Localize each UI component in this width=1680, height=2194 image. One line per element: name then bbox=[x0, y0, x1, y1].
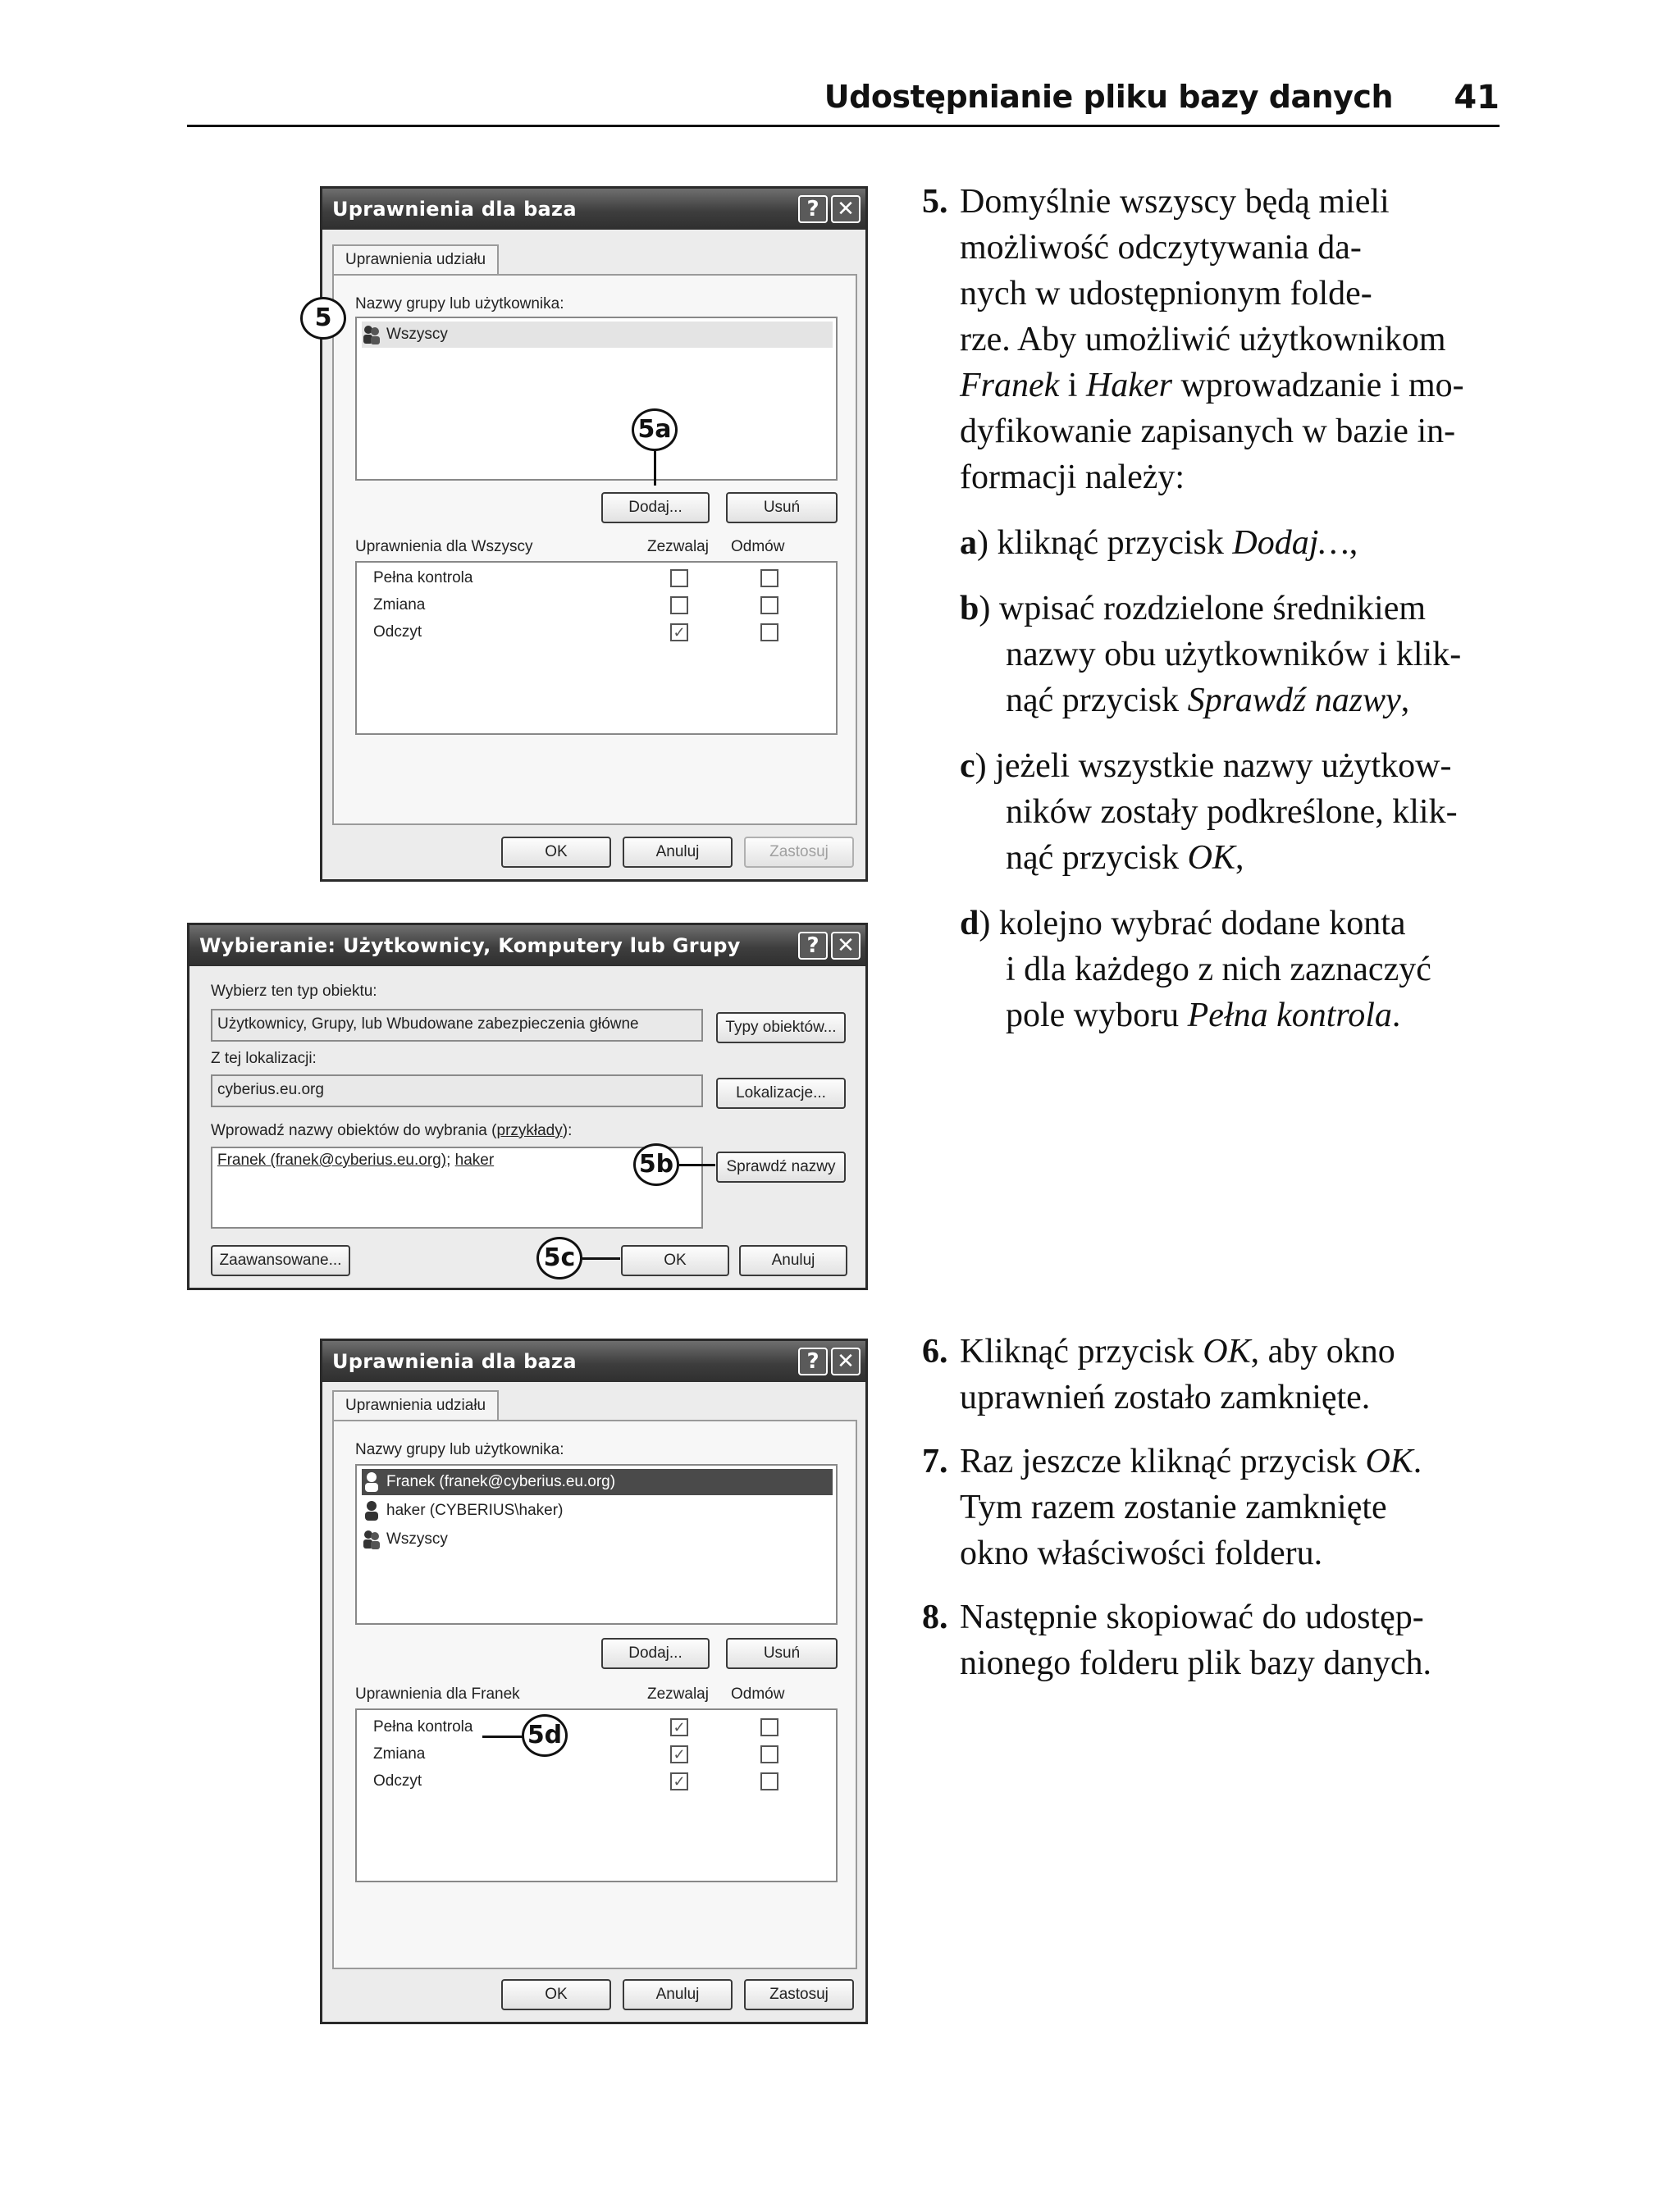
step-5-line bbox=[960, 363, 1464, 408]
dialog1-titlebar[interactable] bbox=[322, 189, 865, 230]
permission-read: Odczyt bbox=[373, 1772, 422, 1790]
substep-d-line: i dla każdego z nich zaznaczyć bbox=[1006, 951, 1431, 988]
dialog2-title: Wybieranie: Użytkownicy, Komputery lub Grupy bbox=[199, 934, 741, 957]
permission-change: Zmiana bbox=[373, 1745, 426, 1763]
step-7-italic: OK bbox=[1365, 1443, 1413, 1480]
cancel-button[interactable]: Anuluj bbox=[623, 1979, 733, 2010]
allow-read-checkbox[interactable]: ✓ bbox=[670, 623, 688, 641]
step-7-number: 7. bbox=[922, 1443, 948, 1480]
step-5-line-rest: wprowadzanie i mo- bbox=[1171, 367, 1464, 404]
name-haker: haker bbox=[454, 1152, 495, 1169]
connector: i bbox=[1059, 367, 1086, 404]
users-listbox[interactable] bbox=[355, 317, 838, 481]
substep-c-line bbox=[960, 835, 1458, 881]
deny-change-checkbox[interactable] bbox=[760, 596, 778, 614]
deny-read-checkbox[interactable] bbox=[760, 1772, 778, 1790]
step-5-number: 5. bbox=[922, 183, 948, 221]
object-names-label-prefix: Wprowadź nazwy obiektów do wybrania ( bbox=[211, 1122, 497, 1139]
permissions-label: Uprawnienia dla Franek bbox=[355, 1685, 520, 1703]
substep-a-post: , bbox=[1349, 524, 1358, 562]
user-franek: Franek bbox=[960, 367, 1060, 404]
object-type-field: Użytkownicy, Grupy, lub Wbudowane zabezpieczenia główne bbox=[211, 1009, 703, 1042]
location-label: Z tej lokalizacji: bbox=[211, 1050, 317, 1067]
callout-5d: 5d bbox=[522, 1714, 568, 1757]
permission-full-control: Pełna kontrola bbox=[373, 569, 473, 586]
substep-c-line: ników zostały podkreślone, klik- bbox=[1006, 793, 1458, 831]
step-5-text bbox=[960, 179, 1464, 500]
substep-d-letter: d bbox=[960, 905, 979, 942]
object-names-input[interactable] bbox=[211, 1147, 703, 1229]
allow-read-checkbox[interactable]: ✓ bbox=[670, 1772, 688, 1790]
step-5-line: rze. Aby umożliwić użytkownikom bbox=[960, 321, 1446, 358]
substep-a-italic: Dodaj… bbox=[1232, 524, 1349, 562]
allow-column-header: Zezwalaj bbox=[647, 538, 709, 555]
locations-button[interactable]: Lokalizacje... bbox=[716, 1078, 846, 1109]
allow-column-header: Zezwalaj bbox=[647, 1685, 709, 1703]
callout-5b-line bbox=[679, 1164, 715, 1166]
add-button[interactable]: Dodaj... bbox=[601, 1638, 710, 1669]
step-5-line: formacji należy: bbox=[960, 458, 1185, 496]
callout-5b: 5b bbox=[633, 1143, 679, 1186]
substep-c-text: jeżeli wszystkie nazwy użytkow- bbox=[986, 747, 1452, 785]
callout-5c: 5c bbox=[536, 1237, 582, 1279]
close-icon[interactable]: ✕ bbox=[831, 195, 861, 223]
group-icon bbox=[362, 324, 381, 345]
deny-read-checkbox[interactable] bbox=[760, 623, 778, 641]
close-icon[interactable]: ✕ bbox=[831, 932, 861, 960]
permissions-table bbox=[355, 561, 838, 735]
step-6-line: uprawnień zostało zamknięte. bbox=[960, 1379, 1371, 1416]
step-7-line: okno właściwości folderu. bbox=[960, 1535, 1323, 1572]
list-item[interactable] bbox=[362, 1498, 833, 1524]
dialog3-tab-panel bbox=[332, 1420, 857, 1969]
add-button[interactable]: Dodaj... bbox=[601, 492, 710, 523]
substep-d-text: kolejno wybrać dodane konta bbox=[990, 905, 1406, 942]
step-8-number: 8. bbox=[922, 1599, 948, 1636]
substep-c-letter: c bbox=[960, 747, 975, 785]
step-6-line bbox=[960, 1329, 1395, 1375]
callout-5d-line bbox=[482, 1736, 525, 1738]
substep-c bbox=[960, 743, 1458, 881]
object-type-label: Wybierz ten typ obiektu: bbox=[211, 983, 377, 1000]
substep-c-pre: nąć przycisk bbox=[1006, 839, 1188, 877]
step-6-text bbox=[960, 1329, 1395, 1421]
cancel-button[interactable]: Anuluj bbox=[739, 1245, 847, 1276]
substep-b-post: , bbox=[1400, 682, 1410, 719]
substep-d-pre: pole wyboru bbox=[1006, 997, 1188, 1034]
substep-c-line: c) jeżeli wszystkie nazwy użytkow- bbox=[960, 747, 1452, 785]
apply-button[interactable]: Zastosuj bbox=[744, 1979, 854, 2010]
substep-d-line: d) kolejno wybrać dodane konta bbox=[960, 905, 1406, 942]
examples-link[interactable]: przykłady bbox=[496, 1122, 563, 1139]
help-icon[interactable]: ? bbox=[798, 195, 828, 223]
list-item-label: haker (CYBERIUS\haker) bbox=[386, 1502, 564, 1519]
location-field: cyberius.eu.org bbox=[211, 1074, 703, 1107]
running-header bbox=[187, 79, 1500, 127]
substep-a bbox=[960, 520, 1358, 566]
substep-b bbox=[960, 586, 1461, 723]
substep-a-line: a) kliknąć przycisk Dodaj…, bbox=[960, 524, 1358, 562]
step-7-line bbox=[960, 1439, 1422, 1485]
name-separator: ; bbox=[446, 1152, 455, 1169]
deny-column-header: Odmów bbox=[731, 1685, 785, 1703]
dialog3-title: Uprawnienia dla baza bbox=[332, 1350, 577, 1373]
step-8-line: nionego folderu plik bazy danych. bbox=[960, 1644, 1431, 1682]
apply-button[interactable]: Zastosuj bbox=[744, 837, 854, 868]
substep-a-letter: a bbox=[960, 524, 977, 562]
substep-d-post: . bbox=[1391, 997, 1401, 1034]
check-names-button[interactable]: Sprawdź nazwy bbox=[716, 1152, 846, 1183]
page-number: 41 bbox=[1454, 79, 1500, 116]
permissions-table bbox=[355, 1708, 838, 1882]
step-7-post: . bbox=[1413, 1443, 1422, 1480]
tab-share-permissions[interactable]: Uprawnienia udziału bbox=[332, 244, 499, 276]
substep-c-italic: OK bbox=[1187, 839, 1235, 877]
dialog1-tab-panel bbox=[332, 274, 857, 825]
substep-b-line bbox=[960, 677, 1461, 723]
group-icon bbox=[362, 1529, 381, 1550]
allow-change-checkbox[interactable] bbox=[670, 596, 688, 614]
step-5-line: możliwość odczytywania da- bbox=[960, 229, 1362, 267]
substep-b-line: b) wpisać rozdzielone średnikiem bbox=[960, 590, 1426, 627]
list-item-label: Wszyscy bbox=[386, 326, 448, 343]
help-icon[interactable]: ? bbox=[798, 1348, 828, 1375]
substep-d-italic: Pełna kontrola bbox=[1187, 997, 1392, 1034]
group-label: Nazwy grupy lub użytkownika: bbox=[355, 295, 564, 312]
permission-read: Odczyt bbox=[373, 623, 422, 641]
list-item-label: Franek (franek@cyberius.eu.org) bbox=[386, 1473, 616, 1490]
step-8-text bbox=[960, 1594, 1431, 1686]
step-7-pre: Raz jeszcze kliknąć przycisk bbox=[960, 1443, 1366, 1480]
step-6-pre: Kliknąć przycisk bbox=[960, 1333, 1203, 1371]
allow-full-control-checkbox[interactable] bbox=[670, 569, 688, 587]
list-item-label: Wszyscy bbox=[386, 1530, 448, 1548]
remove-button[interactable]: Usuń bbox=[726, 492, 838, 523]
cancel-button[interactable]: Anuluj bbox=[623, 837, 733, 868]
deny-column-header: Odmów bbox=[731, 538, 785, 555]
substep-b-line: nazwy obu użytkowników i klik- bbox=[1006, 636, 1462, 673]
users-listbox[interactable] bbox=[355, 1464, 838, 1625]
step-6-number: 6. bbox=[922, 1333, 948, 1371]
step-5-line: dyfikowanie zapisanych w bazie in- bbox=[960, 413, 1456, 450]
step-7-line: Tym razem zostanie zamknięte bbox=[960, 1489, 1387, 1526]
substep-b-letter: b bbox=[960, 590, 979, 627]
list-item[interactable] bbox=[362, 322, 833, 348]
permission-change: Zmiana bbox=[373, 596, 426, 613]
object-types-button[interactable]: Typy obiektów... bbox=[716, 1012, 846, 1043]
substep-b-italic: Sprawdź nazwy bbox=[1187, 682, 1401, 719]
deny-full-control-checkbox[interactable] bbox=[760, 1718, 778, 1736]
dialog2-titlebar[interactable] bbox=[189, 925, 865, 966]
step-6-italic: OK bbox=[1203, 1333, 1251, 1371]
ok-button[interactable]: OK bbox=[621, 1245, 729, 1276]
permissions-dialog-1 bbox=[320, 186, 868, 882]
user-icon bbox=[362, 1500, 381, 1521]
ok-button[interactable]: OK bbox=[501, 1979, 611, 2010]
object-names-label-suffix: ): bbox=[562, 1122, 573, 1139]
remove-button[interactable]: Usuń bbox=[726, 1638, 838, 1669]
close-icon[interactable]: ✕ bbox=[831, 1348, 861, 1375]
deny-full-control-checkbox[interactable] bbox=[760, 569, 778, 587]
running-header-title: Udostępnianie pliku bazy danych bbox=[824, 79, 1393, 115]
user-haker: Haker bbox=[1085, 367, 1172, 404]
name-franek: Franek (franek@cyberius.eu.org) bbox=[217, 1152, 447, 1169]
substep-d bbox=[960, 901, 1431, 1038]
callout-5a: 5a bbox=[632, 408, 678, 451]
callout-5: 5 bbox=[300, 297, 346, 340]
permissions-label: Uprawnienia dla Wszyscy bbox=[355, 538, 533, 555]
step-5-line: Domyślnie wszyscy będą mieli bbox=[960, 183, 1390, 221]
callout-5c-line bbox=[582, 1257, 620, 1260]
advanced-button[interactable]: Zaawansowane... bbox=[211, 1245, 350, 1276]
tab-share-permissions[interactable]: Uprawnienia udziału bbox=[332, 1390, 499, 1421]
select-users-dialog bbox=[187, 923, 868, 1290]
step-5-line: nych w udostępnionym folde- bbox=[960, 275, 1372, 312]
permissions-dialog-2 bbox=[320, 1339, 868, 2024]
step-6-post: , aby okno bbox=[1250, 1333, 1395, 1371]
step-7-text bbox=[960, 1439, 1422, 1576]
help-icon[interactable]: ? bbox=[798, 932, 828, 960]
substep-d-line bbox=[960, 992, 1431, 1038]
list-item[interactable] bbox=[362, 1469, 833, 1495]
callout-5a-line bbox=[654, 451, 656, 486]
substep-a-pre: kliknąć przycisk bbox=[988, 524, 1233, 562]
substep-b-pre: nąć przycisk bbox=[1006, 682, 1188, 719]
user-icon bbox=[362, 1471, 381, 1493]
substep-c-post: , bbox=[1235, 839, 1244, 877]
deny-change-checkbox[interactable] bbox=[760, 1745, 778, 1763]
object-names-label bbox=[211, 1122, 572, 1140]
ok-button[interactable]: OK bbox=[501, 837, 611, 868]
step-8-line: Następnie skopiować do udostęp- bbox=[960, 1599, 1424, 1636]
dialog3-titlebar[interactable] bbox=[322, 1341, 865, 1382]
allow-full-control-checkbox[interactable]: ✓ bbox=[670, 1718, 688, 1736]
dialog1-title: Uprawnienia dla baza bbox=[332, 198, 577, 221]
permission-full-control: Pełna kontrola bbox=[373, 1718, 473, 1736]
allow-change-checkbox[interactable]: ✓ bbox=[670, 1745, 688, 1763]
list-item[interactable] bbox=[362, 1526, 833, 1553]
group-label: Nazwy grupy lub użytkownika: bbox=[355, 1441, 564, 1458]
substep-b-text: wpisać rozdzielone średnikiem bbox=[990, 590, 1426, 627]
